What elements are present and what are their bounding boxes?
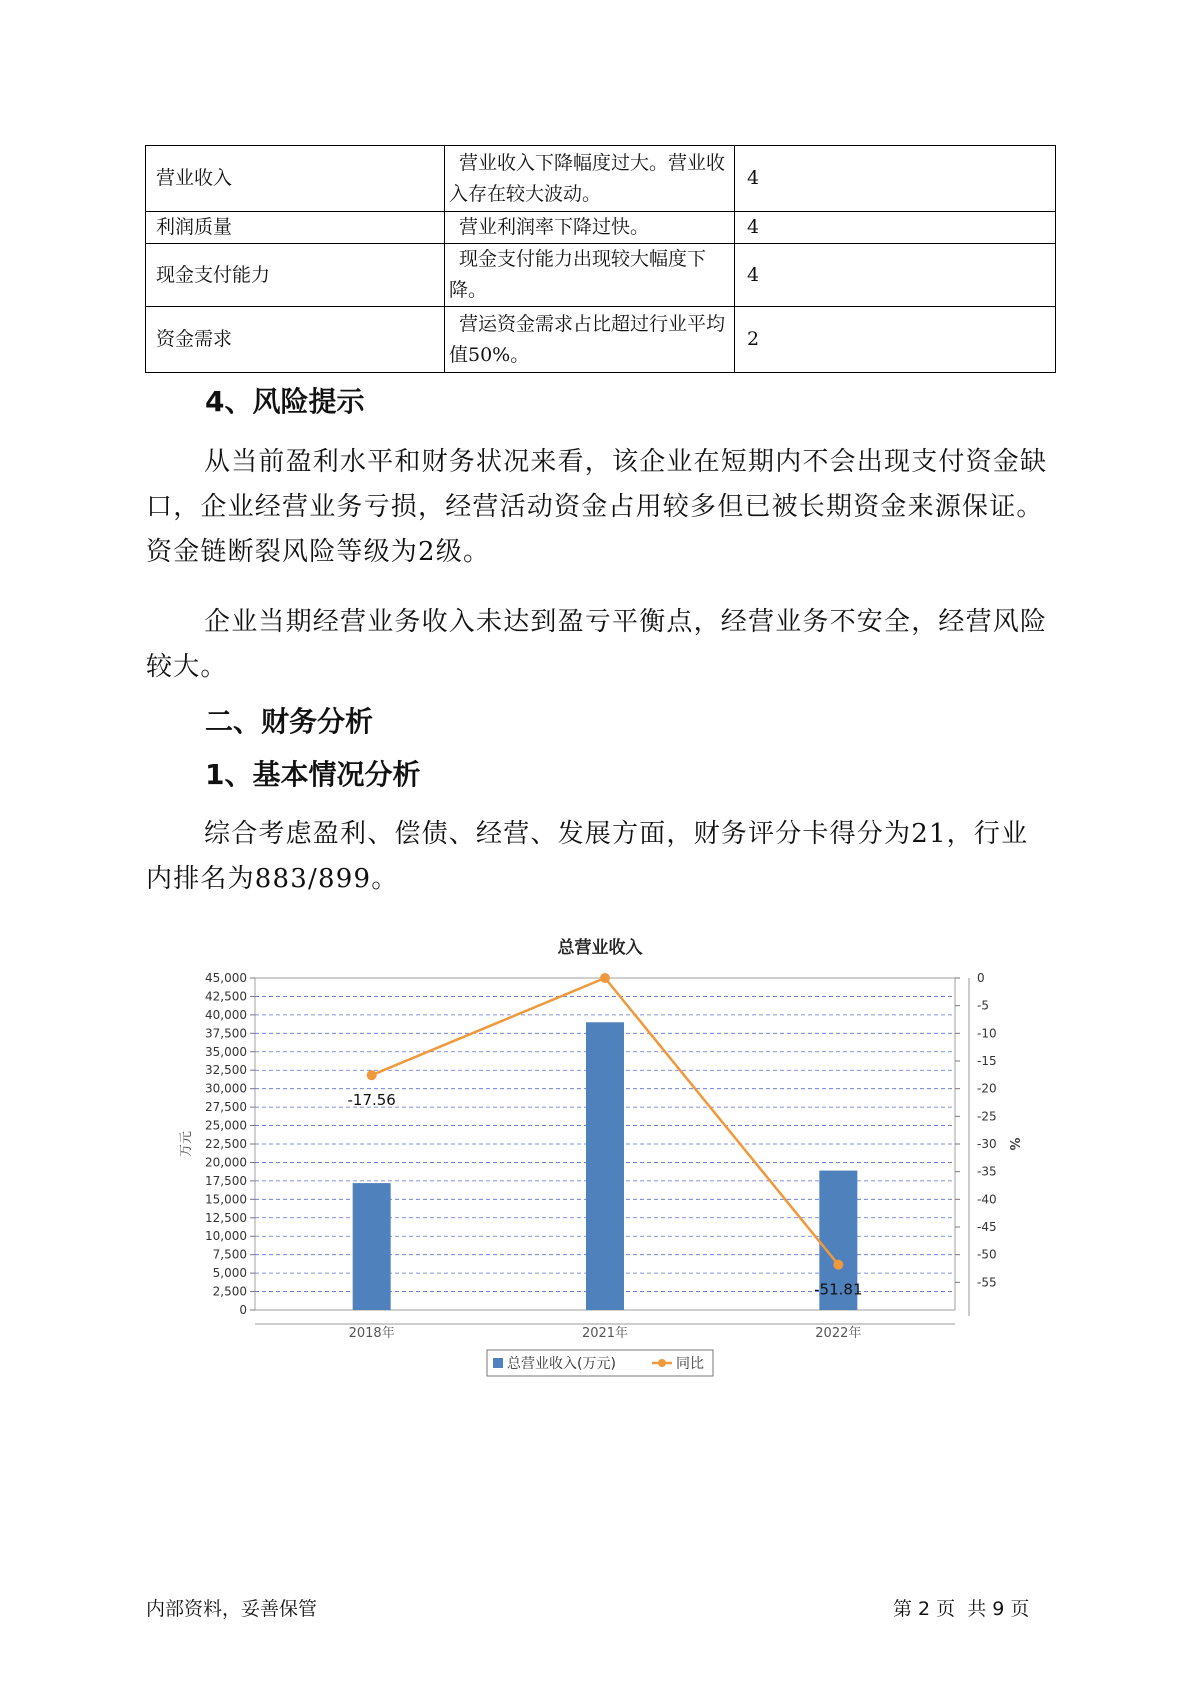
table-cell-desc-line1: 营运资金需求占比超过行业平均 (459, 312, 726, 335)
left-axis-tick-label: 2,500 (212, 1284, 247, 1299)
finance-heading: 二、财务分析 (205, 705, 374, 738)
legend-line-marker (658, 1359, 666, 1367)
table-cell-item: 利润质量 (146, 212, 445, 244)
right-axis-tick-label: -20 (977, 1081, 997, 1096)
legend-bar-label: 总营业收入(万元) (507, 1356, 616, 1372)
right-axis-tick-label: -15 (977, 1054, 997, 1068)
y2-axis-label: % (1006, 1137, 1021, 1151)
right-axis-tick-label: -45 (977, 1220, 997, 1234)
table-cell-desc-line2: 值50%。 (449, 343, 530, 366)
yoy-data-label: -51.81 (814, 1280, 863, 1299)
footer-confidential-note: 内部资料，妥善保管 (146, 1598, 318, 1620)
yoy-point (833, 1260, 843, 1270)
left-axis-tick-label: 35,000 (205, 1044, 247, 1059)
right-axis-tick-label: -30 (977, 1137, 997, 1151)
bar (586, 1022, 624, 1310)
footer-page-number: 第 2 页 共 9 页 (893, 1598, 1030, 1620)
y-axis-label: 万元 (179, 1130, 194, 1158)
chart-title: 总营业收入 (557, 938, 643, 958)
right-axis-tick-label: -35 (977, 1164, 997, 1179)
left-axis-tick-label: 40,000 (205, 1007, 247, 1022)
right-axis-tick-label: -10 (977, 1026, 997, 1041)
basic-analysis-heading: 1、基本情况分析 (205, 758, 421, 791)
yoy-data-label: -17.56 (347, 1091, 396, 1110)
table-cell-desc-line1: 营业利润率下降过快。 (459, 216, 650, 238)
table-cell-desc-line1: 现金支付能力出现较大幅度下降。 (449, 248, 707, 301)
left-axis-tick-label: 22,500 (205, 1137, 247, 1151)
right-axis-tick-label: -25 (977, 1109, 997, 1124)
left-axis-tick-label: 12,500 (205, 1210, 247, 1225)
risk-heading: 4、风险提示 (205, 385, 365, 418)
right-axis-tick-label: 0 (977, 971, 985, 985)
yoy-point (600, 973, 610, 983)
legend-line-label: 同比 (676, 1356, 704, 1372)
bar (353, 1183, 391, 1310)
risk-paragraph-1-text: 从当前盈利水平和财务状况来看，该企业在短期内不会出现支付资金缺口，企业经营业务亏损，经营活动资金占用较多但已被长期资金来源保证。资金链断裂风险等级为2级。 (146, 447, 1048, 567)
left-axis-tick-label: 30,000 (205, 1081, 247, 1096)
table-cell-score: 4 (735, 146, 1056, 212)
right-axis-tick-label: -5 (977, 998, 989, 1013)
left-axis-tick-label: 42,500 (205, 989, 247, 1004)
table-cell-desc-line2: 入存在较大波动。 (449, 182, 602, 205)
left-axis-tick-label: 15,000 (205, 1192, 247, 1207)
left-axis-tick-label: 10,000 (205, 1229, 247, 1244)
right-axis-tick-label: -40 (977, 1192, 997, 1207)
right-axis-tick-label: -50 (977, 1247, 997, 1262)
table-cell-desc-line1: 营业收入下降幅度过大。营业收 (459, 151, 726, 174)
x-axis-tick-label: 2021年 (581, 1326, 629, 1341)
table-cell-item: 营业收入 (146, 146, 445, 212)
left-axis-tick-label: 25,000 (205, 1118, 247, 1133)
table-cell-item: 现金支付能力 (146, 244, 445, 307)
left-axis-tick-label: 0 (239, 1303, 247, 1317)
basic-analysis-paragraph-text: 综合考虑盈利、偿债、经营、发展方面，财务评分卡得分为21，行业内排名为883/899。 (146, 819, 1029, 894)
x-axis-tick-label: 2022年 (815, 1326, 862, 1341)
left-axis-tick-label: 20,000 (205, 1155, 247, 1170)
table-cell-score: 4 (735, 212, 1056, 244)
left-axis-tick-label: 32,500 (205, 1063, 247, 1078)
left-axis-tick-label: 17,500 (205, 1173, 247, 1188)
left-axis-tick-label: 45,000 (205, 971, 247, 985)
table-cell-score: 2 (735, 307, 1056, 373)
left-axis-tick-label: 7,500 (212, 1247, 247, 1262)
left-axis-tick-label: 37,500 (205, 1026, 247, 1041)
left-axis-tick-label: 5,000 (212, 1266, 247, 1281)
legend-bar-swatch (493, 1358, 503, 1368)
yoy-point (367, 1070, 377, 1080)
left-axis-tick-label: 27,500 (205, 1100, 247, 1115)
risk-paragraph-2-text: 企业当期经营业务收入未达到盈亏平衡点，经营业务不安全，经营风险较大。 (146, 607, 1048, 682)
table-cell-item: 资金需求 (146, 307, 445, 373)
table-cell-score: 4 (735, 244, 1056, 307)
x-axis-tick-label: 2018年 (348, 1326, 395, 1341)
right-axis-tick-label: -55 (977, 1275, 997, 1290)
